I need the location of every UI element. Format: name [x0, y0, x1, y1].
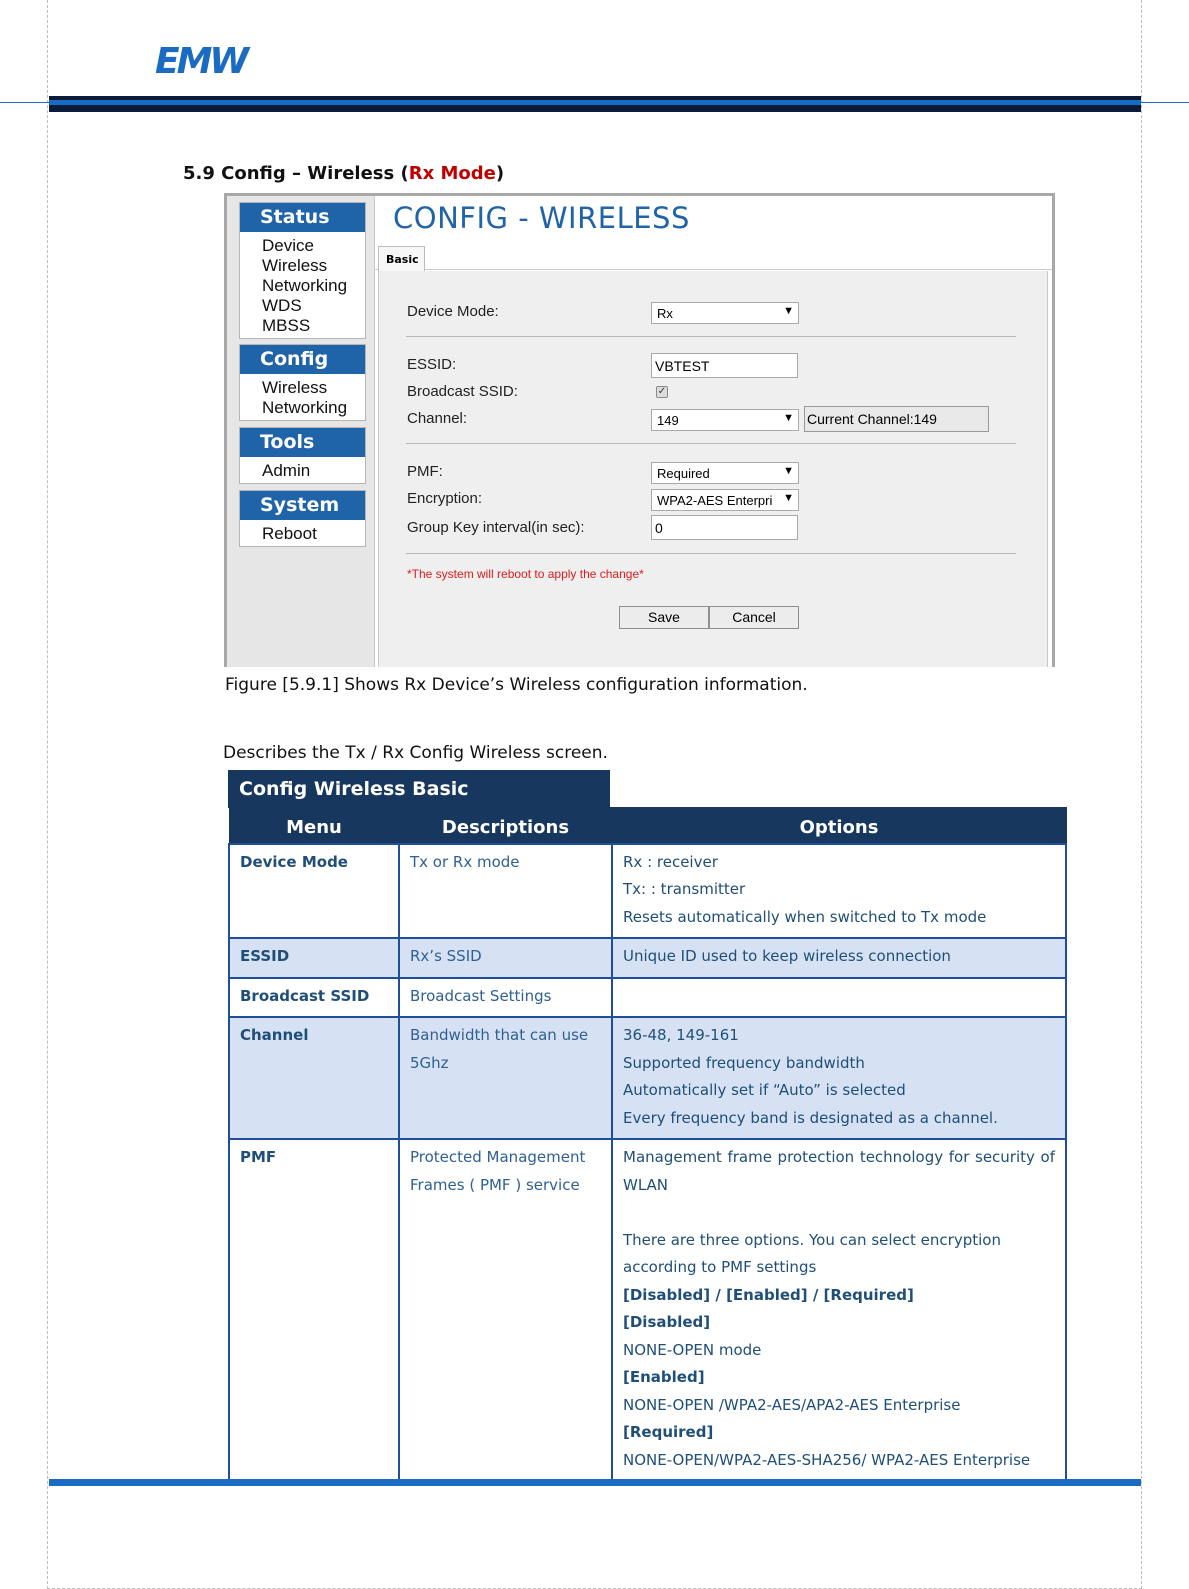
encryption-value: WPA2-AES Enterpri [657, 493, 773, 508]
sidebar-header-status[interactable]: Status [240, 203, 365, 232]
figure-caption: Figure [5.9.1] Shows Rx Device’s Wireless configuration information. [225, 675, 808, 695]
col-header-menu: Menu [229, 808, 399, 844]
table-row [229, 938, 1066, 978]
form-panel [378, 271, 1048, 667]
col-header-options: Options [612, 808, 1066, 844]
sidebar-header-config[interactable]: Config [240, 345, 365, 374]
sidebar-item-device[interactable]: Device [262, 236, 314, 255]
sidebar [227, 196, 375, 667]
table-row [229, 978, 1066, 1018]
sidebar-item-wireless[interactable]: Wireless [262, 256, 328, 275]
menu-cell: Device Mode [229, 844, 399, 939]
divider [406, 443, 1016, 444]
dropdown-arrow-icon: ▼ [783, 465, 794, 477]
tab-bar [375, 246, 1055, 270]
header-bar-accent [49, 100, 1141, 105]
sidebar-group-tools [239, 427, 366, 484]
config-wireless-table [228, 807, 1067, 1482]
channel-label: Channel: [407, 410, 468, 427]
menu-cell: ESSID [229, 938, 399, 978]
divider [406, 553, 1016, 554]
desc-cell: Bandwidth that can use 5Ghz [399, 1017, 612, 1139]
table-row [229, 844, 1066, 939]
sidebar-item-config-wireless[interactable]: Wireless [262, 378, 328, 397]
broadcast-ssid-checkbox[interactable]: ✓ [657, 386, 667, 397]
sidebar-item-mbss[interactable]: MBSS [262, 316, 311, 335]
reboot-warning: *The system will reboot to apply the change* [407, 567, 644, 581]
section-title: 5.9 Config – Wireless (Rx Mode) [183, 163, 505, 184]
sidebar-item-reboot[interactable]: Reboot [262, 524, 317, 543]
sidebar-header-system[interactable]: System [240, 491, 365, 520]
pmf-select[interactable] [651, 462, 799, 484]
page-title: CONFIG - WIRELESS [393, 201, 690, 235]
desc-cell: Protected Management Frames ( PMF ) service [399, 1139, 612, 1481]
group-key-interval-input[interactable]: 0 [651, 515, 798, 540]
essid-input[interactable]: VBTEST [651, 353, 798, 378]
menu-cell: PMF [229, 1139, 399, 1481]
desc-cell: Rx’s SSID [399, 938, 612, 978]
table-title: Config Wireless Basic [228, 770, 610, 808]
options-cell [612, 978, 1066, 1018]
pmf-value: Required [657, 466, 710, 481]
intro-text: Describes the Tx / Rx Config Wireless screen. [223, 743, 608, 763]
group-key-interval-label: Group Key interval(in sec): [407, 519, 585, 536]
broadcast-ssid-label: Broadcast SSID: [407, 383, 518, 400]
sidebar-item-admin[interactable]: Admin [262, 461, 311, 480]
encryption-label: Encryption: [407, 490, 483, 507]
dropdown-arrow-icon: ▼ [783, 492, 794, 504]
desc-cell: Tx or Rx mode [399, 844, 612, 939]
table-header-row [229, 808, 1066, 844]
dropdown-arrow-icon: ▼ [783, 412, 794, 424]
device-mode-label: Device Mode: [407, 303, 499, 320]
divider [406, 336, 1016, 337]
device-mode-value: Rx [657, 306, 673, 321]
sidebar-group-config [239, 344, 366, 421]
desc-cell: Broadcast Settings [399, 978, 612, 1018]
options-cell: Rx : receiver Tx: : transmitter Resets automatically when switched to Tx mode [612, 844, 1066, 939]
emw-logo: EMW [155, 41, 247, 82]
tab-basic[interactable]: Basic [378, 246, 425, 272]
encryption-select[interactable] [651, 489, 799, 511]
options-cell: 36-48, 149-161 Supported frequency bandwidth Automatically set if “Auto” is selected Every frequency band is designated as a channel. [612, 1017, 1066, 1139]
menu-cell: Broadcast SSID [229, 978, 399, 1018]
table-row [229, 1017, 1066, 1139]
sidebar-header-tools[interactable]: Tools [240, 428, 365, 457]
main-content [375, 196, 1055, 667]
channel-value: 149 [657, 413, 679, 428]
sidebar-item-config-networking[interactable]: Networking [262, 398, 348, 417]
col-header-descriptions: Descriptions [399, 808, 612, 844]
options-cell: Management frame protection technology for security of WLAN There are three options. You can select encryption according to PMF settings [Disabled] / [Enabled] / [Required] [Disabled] NONE-OPEN mode [Enabled] NONE-OPEN /WPA2-AES/APA2-AES Enterprise [Required] NONE-OPEN/WPA2-AES-SHA256/ WPA2-AES Enterprise [612, 1139, 1066, 1481]
dropdown-arrow-icon: ▼ [783, 305, 794, 317]
essid-label: ESSID: [407, 356, 457, 373]
channel-select[interactable] [651, 409, 799, 431]
menu-cell: Channel [229, 1017, 399, 1139]
sidebar-item-wds[interactable]: WDS [262, 296, 302, 315]
config-wireless-screenshot [224, 193, 1055, 667]
footer-bar [49, 1479, 1141, 1486]
save-button[interactable]: Save [619, 606, 709, 629]
sidebar-item-networking[interactable]: Networking [262, 276, 348, 295]
table-row [229, 1139, 1066, 1481]
device-mode-select[interactable] [651, 302, 799, 324]
sidebar-group-status [239, 202, 366, 339]
pmf-label: PMF: [407, 463, 443, 480]
sidebar-group-system [239, 490, 366, 547]
options-cell: Unique ID used to keep wireless connection [612, 938, 1066, 978]
current-channel-display: Current Channel:149 [804, 406, 989, 432]
cancel-button[interactable]: Cancel [709, 606, 799, 629]
